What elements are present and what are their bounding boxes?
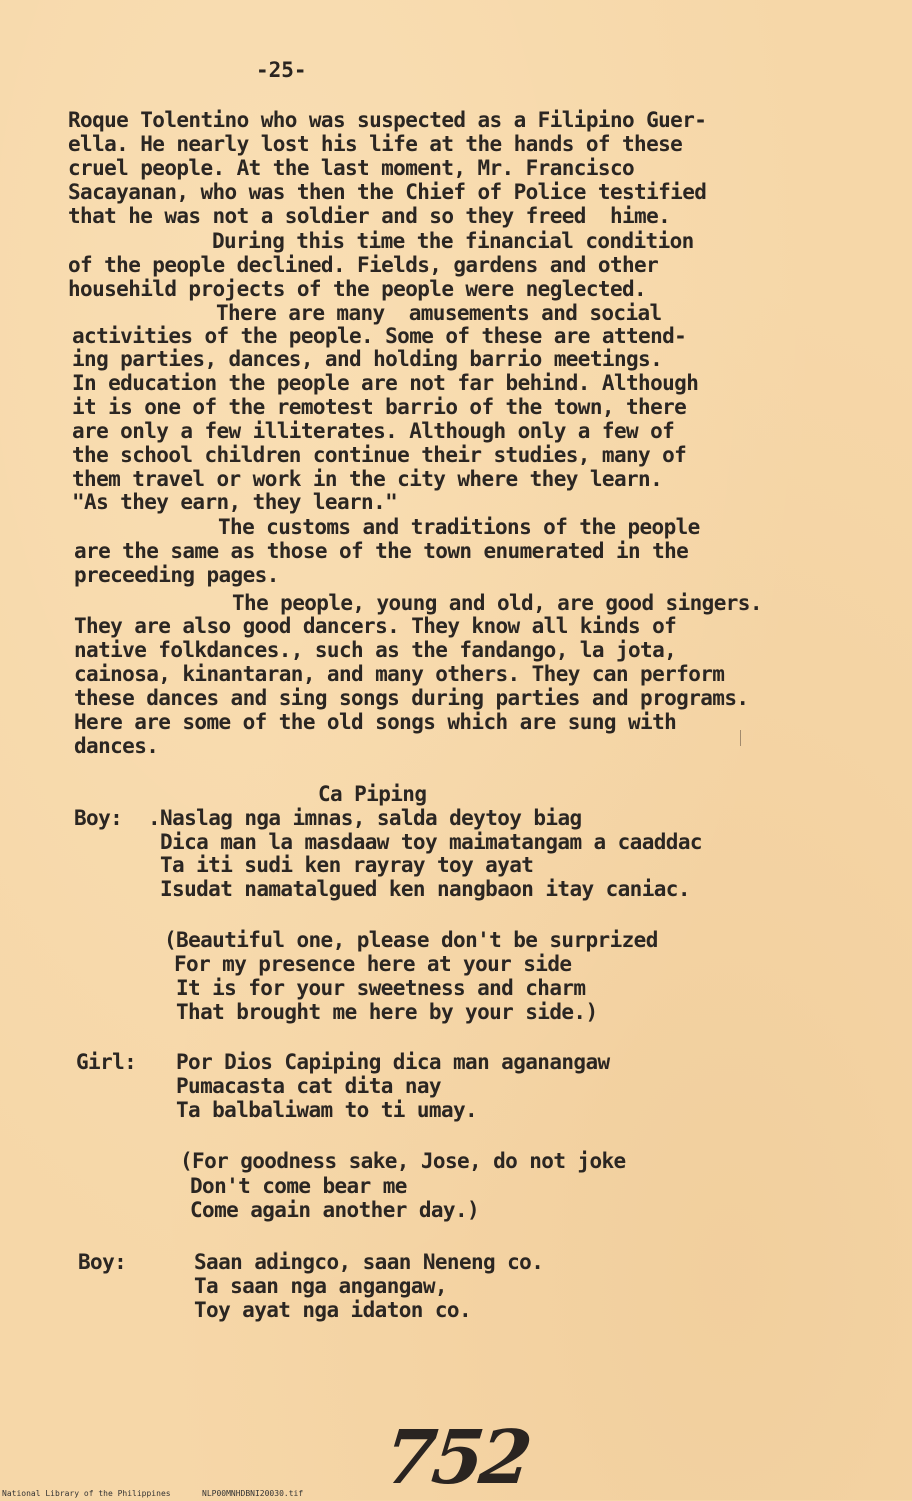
text-line: Roque Tolentino who was suspected as a Filipino Guer- [68,108,707,132]
translation-line: (Beautiful one, please don't be surprized [164,928,658,952]
song-line: Ta balbaliwam to ti umay. [176,1098,478,1122]
text-line: that he was not a soldier and so they freed hime. [68,204,671,228]
text-line: In education the people are not far behind. Although [72,371,699,395]
text-line: The people, young and old, are good singers. [232,591,762,615]
translation-line: (For goodness sake, Jose, do not joke [180,1149,626,1173]
speaker-label-boy: Boy: [74,806,123,830]
text-line: During this time the financial condition [212,229,694,253]
translation-line: For my presence here at your side [174,952,572,976]
text-line: Here are some of the old songs which are sung with [74,710,677,734]
text-line: these dances and sing songs during parties and programs. [74,686,749,710]
text-line: cainosa, kinantaran, and many others. They can perform [74,662,725,686]
text-line: Sacayanan, who was then the Chief of Police testified [68,180,707,204]
text-line: househild projects of the people were neglected. [68,277,647,301]
song-line: Ta iti sudi ken rayray toy ayat [160,853,534,877]
speaker-label-boy: Boy: [78,1250,127,1274]
translation-line: Don't come bear me [190,1174,407,1198]
song-line: Toy ayat nga idaton co. [194,1298,471,1322]
text-line: it is one of the remotest barrio of the town, there [72,395,687,419]
text-line: There are many amusements and social [216,301,662,325]
pen-mark [740,730,741,746]
song-line: Pumacasta cat dita nay [176,1074,441,1098]
text-line: preceeding pages. [74,563,279,587]
text-line: of the people declined. Fields, gardens and other [68,253,659,277]
text-line: native folkdances., such as the fandango, la jota, [74,638,677,662]
song-line: Ta saan nga angangaw, [194,1274,447,1298]
text-line: the school children continue their studies, many of [72,443,687,467]
song-line: .Naslag nga imnas, salda deytoy biag [148,806,582,830]
footer-library: National Library of the Philippines [2,1489,171,1498]
speaker-label-girl: Girl: [76,1050,137,1074]
text-line: ing parties, dances, and holding barrio meetings. [72,347,663,371]
song-line: Por Dios Capiping dica man aganangaw [176,1050,610,1074]
song-line: Saan adingco, saan Neneng co. [194,1250,544,1274]
text-line: cruel people. At the last moment, Mr. Francisco [68,156,635,180]
text-line: "As they earn, they learn." [72,490,398,514]
text-line: are only a few illiterates. Although only a few of [72,419,675,443]
song-line: Isudat namatalgued ken nangbaon itay caniac. [160,877,690,901]
page-number: -25- [256,58,307,82]
footer-filename: NLP00MNHDBNI20030.tif [202,1489,304,1498]
text-line: The customs and traditions of the people [218,515,700,539]
text-line: dances. [74,734,159,758]
text-line: activities of the people. Some of these are attend- [72,324,687,348]
text-line: They are also good dancers. They know all kinds of [74,614,677,638]
text-line: them travel or work in the city where they learn. [72,467,663,491]
song-line: Dica man la masdaaw toy maimatangam a caaddac [160,830,702,854]
handwritten-page-stamp: 752 [380,1415,532,1501]
text-line: are the same as those of the town enumerated in the [74,539,689,563]
translation-line: Come again another day.) [190,1198,480,1222]
text-line: ella. He nearly lost his life at the hands of these [68,132,683,156]
translation-line: That brought me here by your side.) [176,1000,598,1024]
translation-line: It is for your sweetness and charm [176,976,586,1000]
song-title: Ca Piping [318,782,427,806]
